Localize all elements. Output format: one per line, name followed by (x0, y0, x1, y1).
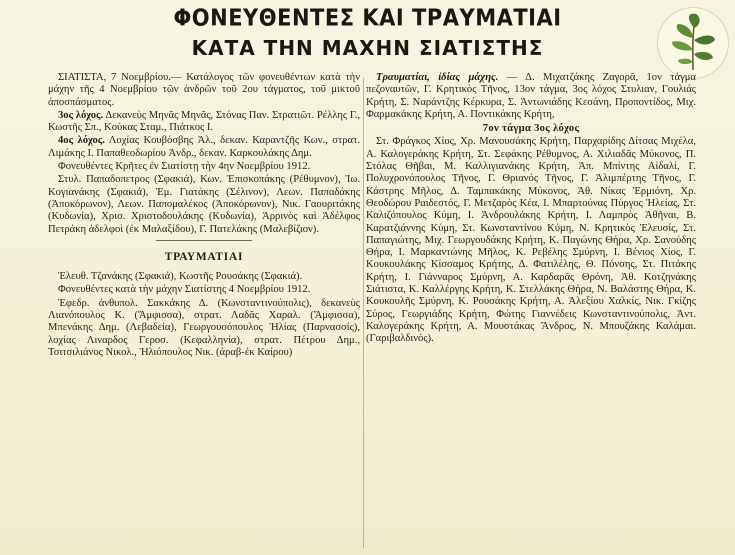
column-divider (363, 78, 364, 548)
company-4-list: Λοχίας Κουβόσβης Ἀλ., δεκαν. Καραντζῆς Κων., στρατ. Λιμάκης Ι. Παπαθεοδωρίου Ἀνδρ., δεκαν. Καρκουλάκης Δημ. (48, 135, 360, 159)
cretans-list: Στυλ. Παπαδοπετρος (Σφακιά), Κων. Ἐπισκοπάκης (Ρέθυμνον), Ἰω. Κογιανάκης (Σφακιά), Ἐμ. Γιατάκης (Σέλινον), Λεων. Παπαδάκης (Ἀποκόρωνον), Λεων. Παπομαλέκος (Ἀποκόρωνον), Νικ. Γαουριτάκης (Κυδωνία), Χρισ. Χριστοδουλάκης (Κυδωνία), Ἀρρινὸς καὶ Ἀδέλφος Πετράκη ἀδελφοὶ (ἐκ Μαλαξίδου), Γ. Πατελάκης (Μαλεβίζιον). (48, 174, 360, 235)
wounded-paragraph-1: Ἐλευθ. Τζανάκης (Σφακιά), Κωστῆς Ρουσάκης (Σφακιά). (58, 271, 303, 283)
battalion-subheading: 7ον τάγμα 3ος λόχος (482, 123, 580, 135)
intro-paragraph: ΣΙΑΤΙΣΤΑ, 7 Νοεμβρίου.— Κατάλογος τῶν φονευθέντων κατὰ τὴν μάχην τῆς 4 Νοεμβρίου τῶν ἀνδρῶν τοῦ 2ου τάγματος, τοῦ μικτοῦ ἀποσπάσματος. (48, 72, 360, 108)
leaf-icon (658, 8, 728, 78)
subheadline: ΚΑΤΑ ΤΗΝ ΜΑΧΗΝ ΣΙΑΤΙΣΤΗΣ (191, 36, 544, 60)
left-column (48, 72, 360, 360)
right-column (366, 72, 696, 347)
company-4-title: 4ος λόχος. (58, 135, 105, 147)
company-4-paragraph (48, 135, 360, 160)
soldier-list: Στ. Φράγκος Χίος, Χρ. Μανουσάκης Κρήτη, Παρχαρίδης Δίτσας Μιχέλα, Α. Καλογεράκης Κρήτη, Στ. Σεφάκης Ρέθυμνος, Α. Χιλιαδᾶς Μύκονος, Π. Στόλας Θῆβαι, Μ. Καλλιγιανάκης Κρήτη, Ἀπ. Μπίντης Αἰδαλί, Γ. Πολυχρονόπουλος Τῆνος, Γ. Θριανός Τῆνος, Γ. Ἀλιμπέρτης Τῆνος, Γ. Κάστρης Μῆλος, Δ. Ταμπακάκης Μύκονος, Ἀθ. Νίκας Ἑρμιόνη, Χρ. Θεοδώρου Ραιδεστός, Γ. Μετζαρὸς Κέα, Ι. Μπαρτούνας Πύργος Ἠλείας, Στ. Καλιζόπουλος Κύμη, Ι. Ἀνδρουλάκης Κρήτη, Ι. Λαμπρὸς Ἀθῆναι, Β. Καρατζιάννης Κύμη, Στ. Κωνσταντίνου Κύμη, Ν. Κρητικὸς Ἐλευσίς, Στ. Παπαγιώτης, Μιχ. Γεωργουδάκης Κρήτη, Κ. Παγώνης Θήρα, Χρ. Σανούδης Θήρα, Ι. Μαρκαντώνης Μῆλος, Κ. Ρεβέλης Σμύρνη, Ι. Βένιος Χίος, Γ. Κουκουλάκης Κίσσαμος Κρήτης, Δ. Φατιλέλης, Θ. Πόνσης, Στ. Πιτάκης Κρήτη, Ι. Γιάνναρος Σμύρνη, Α. Καρδαρᾶς Θρόνη, Ἀθ. Κοτζηνάκης Σιάτιστα, Κ. Καλλέργης Κρήτη, Κ. Στελλάκης Θήρα, Ν. Βαλάστης Θήρα, Κ. Κουκουλῆς Σμύρνη, Κ. Ρουσάκης Κρήτη, Α. Ἀλεξίου Χαλκίς, Νικ. Γκίζης Σύρος, Γεωργιάδης Κρήτη, Φώτης Γιαννέδεις Κωνσταντινούπολις, Ἀντ. Καλογεράκης Κρήτη, Α. Μουστάκας Ἄνδρος, Ν. Μπουζάκης Καλάμαι. (Γαριβαλδινός). (366, 136, 696, 345)
company-3-title: 3ος λόχος. (58, 109, 104, 121)
wounded-paragraph-3: Ἐφεδρ. ἀνθυπολ. Σακκάκης Δ. (Κωνσταντινούπολις), δεκανεὺς Λιανόπουλος Κ. (Ἄμφισσα), στρατ. Λαδᾶς Χαραλ. (Ἄμφισσα), Μπενάκης Δημ. (Λεβαδεία), Γεωργουσόπουλος Ἠλίας (Παρνασσίς), λοχίας Λιναρδος Γεροσ. (Κεφαλληνία), στρατ. Πέτρου Δημ., Τσιτσιλιάνος Νικολ., Ἠλιόπουλος Νικ. (ἀραβ-ἐκ Καίρου) (48, 297, 360, 358)
company-3-paragraph (48, 110, 360, 135)
section-rule (156, 240, 252, 241)
wounded-heading: ΤΡΑΥΜΑΤΙΑΙ (164, 250, 244, 263)
headline: ΦΟΝΕΥΘΕΝΤΕΣ ΚΑΙ ΤΡΑΥΜΑΤΙΑΙ (173, 5, 562, 31)
wounded-paragraph-2: Φονευθέντες κατὰ τὴν μάχην Σιατίστης 4 Νοεμβρίου 1912. (58, 284, 311, 296)
right-intro-text: — Δ. Μιχατζάκης Ζαγορᾶ, 1ον τάγμα πεζοναυτῶν, Γ. Κρητικὸς Τῆνος, 13ον τάγμα, 3ος λόχος Στυλιαν, Γουλιάς Κρήτη, Σ. Ναράντζης Κέρκυρα, Σ. Ἀντωνιάδης Κεσάνη, Προποντίδος, Μιχ. Φαρμακάκης Κρήτη, Α. Ποντικάκης Κρήτη, (366, 72, 696, 120)
right-intro-paragraph (366, 72, 696, 121)
company-3-list: Δεκανεὺς Μηνᾶς Μηνᾶς, Στόνας Παν. Στρατιῶτ. Ρέλλης Γ., Κωστῆς Σπ., Κούκας Σταμ., Πιάτκος Ι. (48, 109, 360, 134)
right-intro-title: Τραυματίαι, ἰδίας μάχης. (376, 72, 499, 83)
leaf-logo (658, 8, 728, 78)
cretans-heading: Φονευθέντες Κρῆτες ἐν Σιατίστῃ τὴν 4ην Νοεμβρίου 1912. (58, 161, 311, 173)
